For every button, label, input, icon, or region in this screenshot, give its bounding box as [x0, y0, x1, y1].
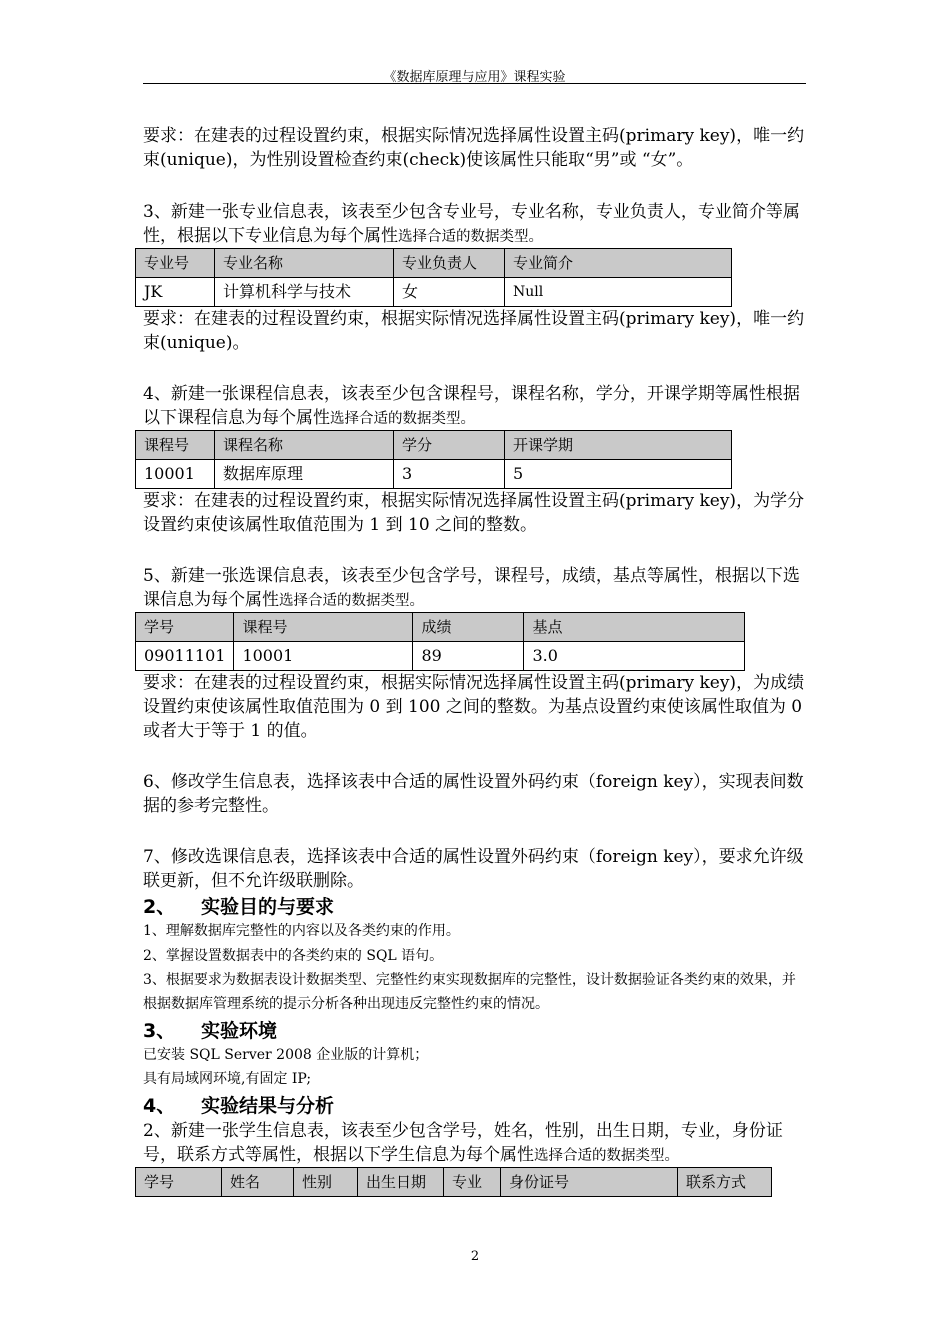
- table-header-cell: 学号: [136, 1168, 222, 1197]
- table-cell: 09011101: [136, 642, 234, 671]
- table-cell: 89: [413, 642, 524, 671]
- requirement-paragraph-4: 要求：在建表的过程设置约束，根据实际情况选择属性设置主码(primary key)，为成绩设置约束使该属性取值范围为 0 到 100 之间的整数。为基点设置约束使该属性取值为 0 或者大于等于 1 的值。: [143, 673, 805, 741]
- task-4-paragraph: [143, 382, 809, 431]
- task-4-text: 4、新建一张课程信息表，该表至少包含课程号，课程名称，学分，开课学期等属性根据以下课程信息为每个属性: [143, 384, 800, 428]
- table-cell: 3: [394, 460, 505, 489]
- table-cell: JK: [136, 278, 215, 307]
- table-header-cell: 专业负责人: [394, 249, 505, 278]
- requirement-paragraph-1: 要求：在建表的过程设置约束，根据实际情况选择属性设置主码(primary key)，唯一约束(unique)，为性别设置检查约束(check)使该属性只能取“男”或 “女”。: [143, 126, 805, 170]
- table-cell: 计算机科学与技术: [215, 278, 394, 307]
- section-2-item-1: 1、理解数据库完整性的内容以及各类约束的作用。: [143, 923, 460, 939]
- table-header-cell: 学分: [394, 431, 505, 460]
- table-header-cell: 课程号: [234, 613, 413, 642]
- section-3-heading: [143, 1019, 277, 1043]
- table-header-cell: 专业号: [136, 249, 215, 278]
- table-cell: 3.0: [524, 642, 745, 671]
- task-3-suffix: 选择合适的数据类型。: [398, 229, 543, 245]
- task-2-suffix: 选择合适的数据类型。: [534, 1148, 679, 1164]
- section-3-item-1: 已安装 SQL Server 2008 企业版的计算机；: [143, 1047, 429, 1063]
- section-2-item-3: 3、根据要求为数据表设计数据类型、完整性约束实现数据库的完整性，设计数据验证各类约束的效果，并根据数据库管理系统的提示分析各种出现违反完整性约束的情况。: [143, 972, 796, 1012]
- student-table: [135, 1167, 772, 1197]
- section-3-item-2: 具有局域网环境,有固定 IP;: [143, 1071, 312, 1087]
- task-3-text: 3、新建一张专业信息表，该表至少包含专业号，专业名称，专业负责人，专业简介等属性，根据以下专业信息为每个属性: [143, 202, 800, 246]
- table-cell: 女: [394, 278, 505, 307]
- table-header-cell: 姓名: [222, 1168, 294, 1197]
- task-2-paragraph: [143, 1119, 809, 1168]
- section-2-heading: [143, 895, 334, 919]
- table-header-cell: 身份证号: [501, 1168, 678, 1197]
- major-table: [135, 248, 732, 307]
- requirement-paragraph-3: 要求：在建表的过程设置约束，根据实际情况选择属性设置主码(primary key)，为学分设置约束使该属性取值范围为 1 到 10 之间的整数。: [143, 491, 805, 535]
- table-header-cell: 学号: [136, 613, 234, 642]
- requirement-paragraph-2: 要求：在建表的过程设置约束，根据实际情况选择属性设置主码(primary key)，唯一约束(unique)。: [143, 309, 805, 353]
- table-header-cell: 课程名称: [215, 431, 394, 460]
- section-4-number: 4、: [143, 1095, 176, 1117]
- task-5-suffix: 选择合适的数据类型。: [279, 593, 424, 609]
- task-6-paragraph: 6、修改学生信息表，选择该表中合适的属性设置外码约束（foreign key），实现表间数据的参考完整性。: [143, 772, 804, 816]
- section-3-number: 3、: [143, 1020, 176, 1042]
- section-3-title: 实验环境: [201, 1020, 278, 1042]
- task-7-paragraph: 7、修改选课信息表，选择该表中合适的属性设置外码约束（foreign key），要求允许级联更新，但不允许级联删除。: [143, 847, 804, 891]
- section-2-item-2: 2、掌握设置数据表中的各类约束的 SQL 语句。: [143, 948, 444, 964]
- section-4-heading: [143, 1094, 334, 1118]
- page-number: 2: [470, 1249, 480, 1264]
- table-header-cell: 开课学期: [505, 431, 732, 460]
- section-4-title: 实验结果与分析: [201, 1095, 335, 1117]
- task-2-text: 2、新建一张学生信息表，该表至少包含学号，姓名，性别，出生日期，专业，身份证号，联系方式等属性，根据以下学生信息为每个属性: [143, 1121, 783, 1165]
- table-cell: Null: [505, 278, 732, 307]
- table-header-cell: 专业名称: [215, 249, 394, 278]
- table-header-cell: 性别: [294, 1168, 358, 1197]
- course-table: [135, 430, 732, 489]
- enrollment-table: [135, 612, 745, 671]
- table-cell: 数据库原理: [215, 460, 394, 489]
- task-3-paragraph: [143, 200, 809, 249]
- page-header: 《数据库原理与应用》课程实验: [383, 70, 566, 85]
- section-2-title: 实验目的与要求: [201, 896, 335, 918]
- table-header-cell: 成绩: [413, 613, 524, 642]
- table-cell: 10001: [234, 642, 413, 671]
- task-4-suffix: 选择合适的数据类型。: [330, 411, 475, 427]
- table-header-cell: 专业: [444, 1168, 501, 1197]
- table-header-cell: 出生日期: [358, 1168, 444, 1197]
- table-header-cell: 基点: [524, 613, 745, 642]
- table-header-cell: 专业简介: [505, 249, 732, 278]
- table-header-cell: 课程号: [136, 431, 215, 460]
- section-2-number: 2、: [143, 896, 176, 918]
- table-header-cell: 联系方式: [678, 1168, 772, 1197]
- table-cell: 10001: [136, 460, 215, 489]
- header-rule: [143, 83, 806, 84]
- task-5-paragraph: [143, 564, 809, 613]
- task-5-text: 5、新建一张选课信息表，该表至少包含学号，课程号，成绩，基点等属性，根据以下选课信息为每个属性: [143, 566, 800, 610]
- table-cell: 5: [505, 460, 732, 489]
